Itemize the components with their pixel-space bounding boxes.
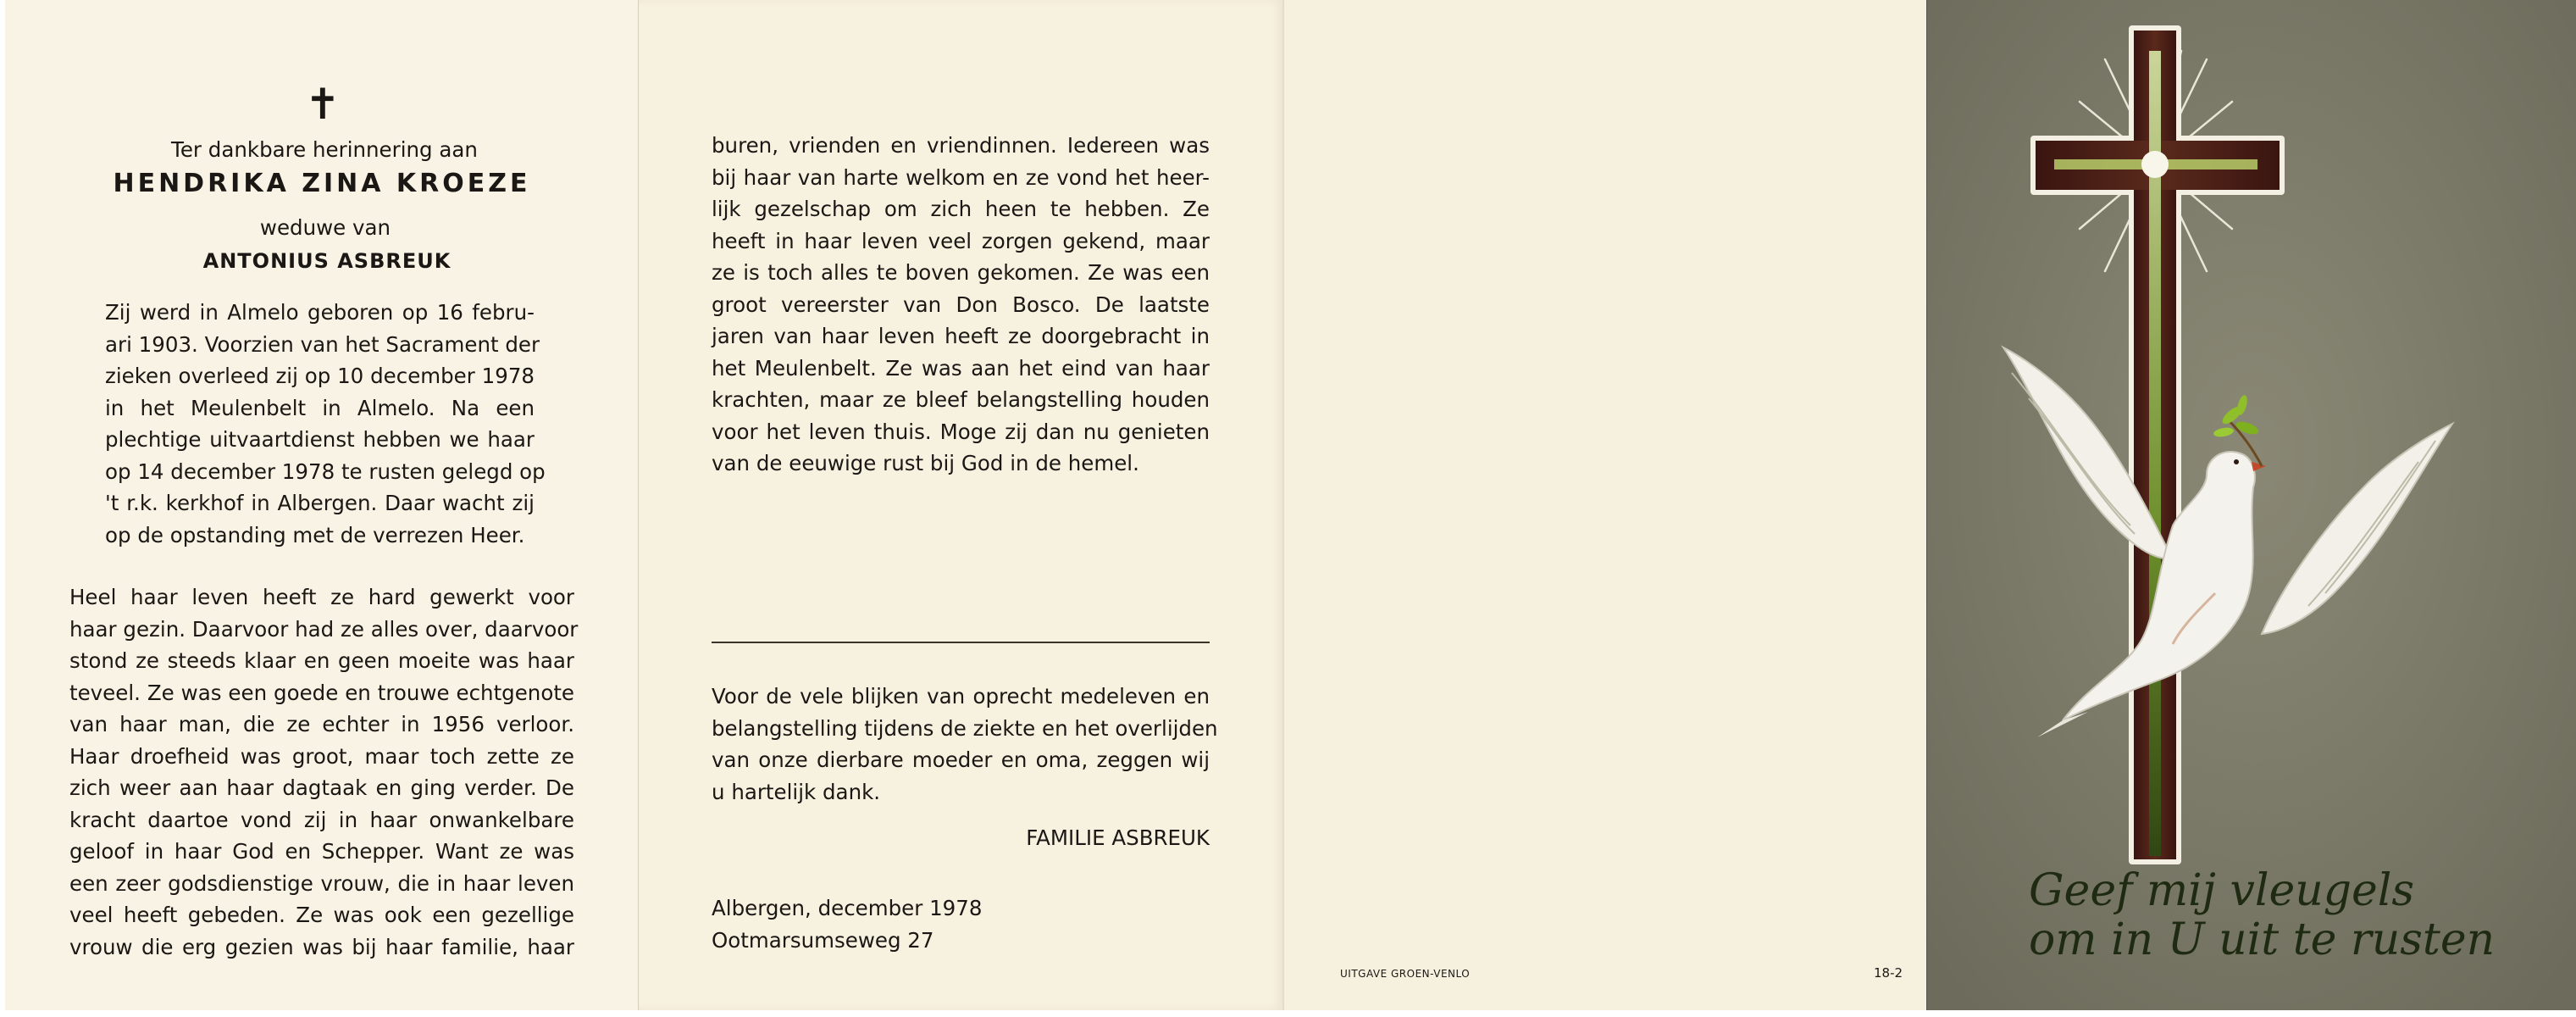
text-line: zieken overleed zij op 10 december 1978 [105, 364, 535, 388]
widow-of-text: weduwe van [259, 215, 391, 240]
cover-page [1926, 0, 2576, 1010]
biography-paragraph-3 [712, 130, 1210, 480]
cover-illustration [1927, 0, 2576, 1010]
text-line: bij haar van harte welkom en ze vond het heer- [712, 164, 1210, 190]
text-line: krachten, maar ze bleef belangstelling houden [712, 387, 1210, 412]
thanks-paragraph [712, 681, 1218, 808]
middle-page [639, 0, 1282, 1010]
text-line: u hartelijk dank. [712, 779, 881, 804]
biography-paragraph-1 [105, 297, 546, 551]
text-line: Voor de vele blijken van oprecht medeleven en [712, 684, 1210, 709]
text-line: Zij werd in Almelo geboren op 16 febru- [105, 300, 535, 325]
text-line: kracht daartoe vond zij in haar onwankelbare [69, 807, 574, 832]
text-line: buren, vrienden en vriendinnen. Iedereen was [712, 133, 1210, 158]
inside-back-page [1282, 0, 1926, 1010]
text-line: voor het leven thuis. Moge zij dan nu genieten [712, 419, 1210, 444]
divider-line [712, 642, 1210, 643]
text-line: zich weer aan haar dagtaak en ging verder. De [69, 775, 574, 800]
deceased-name: HENDRIKA ZINA KROEZE [113, 169, 531, 198]
text-line: stond ze steeds klaar en geen moeite was haar [69, 648, 574, 673]
text-line: in het Meulenbelt in Almelo. Na een [105, 395, 535, 420]
cross-icon: ✝ [305, 80, 341, 129]
text-line: haar gezin. Daarvoor had ze alles over, daarvoor [69, 616, 579, 642]
text-line: Haar droefheid was groot, maar toch zette ze [69, 743, 574, 769]
place-date: Albergen, december 1978 [712, 896, 983, 920]
text-line: van haar man, die ze echter in 1956 verloor. [69, 712, 574, 736]
text-line: ze is toch alles te boven gekomen. Ze was een [712, 260, 1210, 285]
text-line: belangstelling tijdens de ziekte en het overlijden [712, 715, 1218, 741]
cover-motto [2029, 865, 2496, 965]
text-line: van de eeuwige rust bij God in de hemel. [712, 451, 1139, 475]
text-line: op de opstanding met de verrezen Heer. [105, 522, 525, 547]
text-line: van onze dierbare moeder en oma, zeggen wij [712, 747, 1210, 772]
text-line: het Meulenbelt. Ze was aan het eind van haar [712, 355, 1210, 381]
text-line: ari 1903. Voorzien van het Sacrament der [105, 331, 540, 357]
text-line: een zeer godsdienstige vrouw, die in haar leven [69, 870, 574, 896]
text-line: groot vereerster van Don Bosco. De laatste [712, 292, 1210, 317]
intro-text: Ter dankbare herinnering aan [171, 137, 478, 162]
text-line: 't r.k. kerkhof in Albergen. Daar wacht zij [105, 491, 535, 515]
text-line: geloof in haar God en Schepper. Want ze was [69, 839, 574, 864]
biography-paragraph-2 [69, 581, 579, 963]
motto-line: Geef mij vleugels [2029, 865, 2415, 916]
motto-line: om in U uit te rusten [2029, 914, 2496, 965]
text-line: lijk gezelschap om zich heen te hebben. Ze [712, 197, 1210, 221]
text-line: plechtige uitvaartdienst hebben we haar [105, 427, 535, 452]
place-and-address [712, 892, 1050, 956]
left-page [5, 0, 639, 1010]
husband-name: ANTONIUS ASBREUK [202, 249, 451, 273]
family-signature: FAMILIE ASBREUK [1026, 825, 1210, 850]
text-line: op 14 december 1978 te rusten gelegd op [105, 458, 546, 484]
text-line: jaren van haar leven heeft ze doorgebracht in [712, 324, 1210, 348]
text-line: veel heeft gebeden. Ze was ook een gezellige [69, 903, 574, 927]
text-line: Heel haar leven heeft ze hard gewerkt voor [69, 585, 574, 609]
text-line: teveel. Ze was een goede en trouwe echtgenote [69, 680, 574, 705]
text-line: vrouw die erg gezien was bij haar familie, haar [69, 934, 574, 959]
publisher-imprint: UITGAVE GROEN-VENLO [1340, 968, 1471, 980]
card-code: 18-2 [1874, 965, 1903, 981]
street-address: Ootmarsumseweg 27 [712, 927, 934, 953]
text-line: heeft in haar leven veel zorgen gekend, maar [712, 228, 1210, 253]
